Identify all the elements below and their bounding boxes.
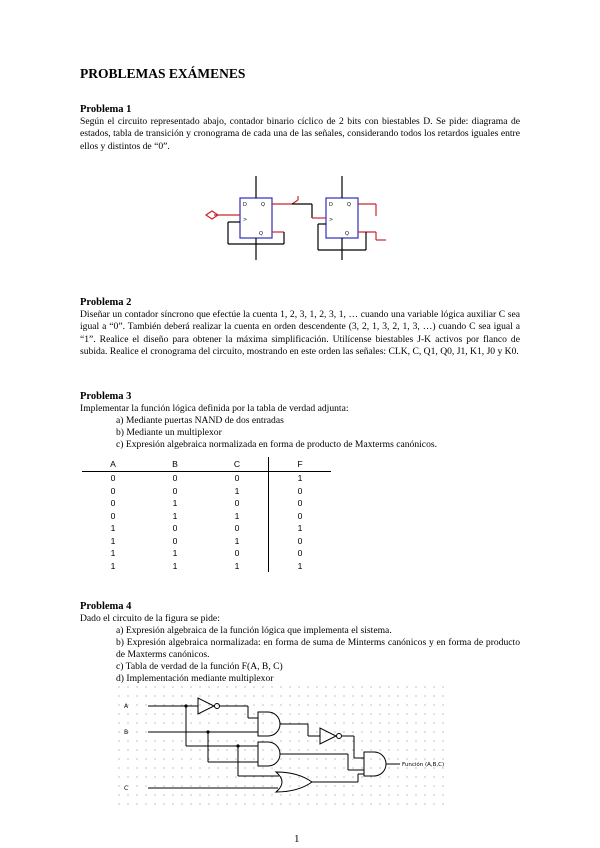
problem-2-title: Problema 2 — [80, 297, 132, 308]
header-b: B — [144, 457, 206, 472]
header-c: C — [206, 457, 269, 472]
table-row — [82, 522, 331, 535]
circuit-output-label: Función (A,B,C) — [402, 762, 445, 768]
svg-text:Q: Q — [347, 202, 351, 208]
table-cell: 0 — [234, 523, 240, 534]
table-cell: 0 — [110, 485, 116, 496]
table-cell: 0 — [269, 547, 332, 560]
table-row — [82, 510, 331, 523]
svg-text:>: > — [243, 217, 248, 223]
header-a: A — [82, 457, 144, 472]
table-cell: 0 — [110, 473, 116, 484]
problem-3-title: Problema 3 — [80, 391, 132, 402]
table-cell: 1 — [110, 560, 116, 571]
table-cell: 0 — [172, 485, 178, 496]
svg-text:Q: Q — [345, 231, 349, 237]
logic-circuit-diagram — [118, 686, 448, 808]
problem-3-item-b: b) Mediante un multiplexor — [116, 427, 222, 438]
table-cell: 0 — [172, 473, 178, 484]
truth-table-header — [82, 457, 331, 472]
svg-text:>: > — [329, 217, 334, 223]
problem-3-item-a: a) Mediante puertas NAND de dos entradas — [116, 415, 284, 426]
table-cell: 0 — [172, 523, 178, 534]
page-number: 1 — [294, 833, 300, 845]
circuit-label-a: A — [124, 703, 129, 710]
problem-4-intro: Dado el circuito de la figura se pide: — [80, 613, 220, 624]
table-cell: 1 — [234, 535, 240, 546]
table-cell: 1 — [234, 485, 240, 496]
table-cell: 1 — [234, 560, 240, 571]
problem-4-title: Problema 4 — [80, 601, 132, 612]
table-cell: 0 — [172, 535, 178, 546]
table-cell: 1 — [110, 523, 116, 534]
table-cell: 0 — [234, 498, 240, 509]
table-row — [82, 560, 331, 573]
table-cell: 0 — [234, 473, 240, 484]
table-cell: 0 — [269, 497, 332, 510]
table-cell: 0 — [110, 498, 116, 509]
table-cell: 1 — [234, 510, 240, 521]
table-cell: 1 — [269, 522, 332, 535]
problem-4-item-b: b) Expresión algebraica normalizada: en forma de suma de Minterms canónicos y en forma de producto de Maxterms canónicos. — [116, 637, 520, 661]
table-row — [82, 472, 331, 485]
problem-2-text: Diseñar un contador síncrono que efectúe la cuenta 1, 2, 3, 1, 2, 3, 1, … cuando una variable lógica auxiliar C sea igual a “0”. También deberá realizar la cuenta en orden descendente (3, 2, 1, 3, 2, 1, 3, …) cuando C sea igual a “1”. Realice el diseño para obtener la máxima simplificación. Utilícense biestables J-K activos por flanco de subida. Realice el cronograma del circuito, mostrando en este orden las señales: CLK, C, Q1, Q0, J1, K1, J0 y K0. — [80, 309, 520, 358]
table-cell: 0 — [269, 510, 332, 523]
problem-1-title: Problema 1 — [80, 104, 132, 115]
header-f: F — [269, 457, 332, 472]
svg-text:Q: Q — [259, 231, 263, 237]
problem-4-item-d: d) Implementación mediante multiplexor — [116, 673, 274, 684]
problem-3-item-c: c) Expresión algebraica normalizada en forma de producto de Maxterms canónicos. — [116, 439, 437, 450]
table-row — [82, 535, 331, 548]
table-cell: 1 — [269, 560, 332, 573]
table-cell: 1 — [172, 560, 178, 571]
table-row — [82, 485, 331, 498]
table-cell: 0 — [110, 510, 116, 521]
problem-1-text: Según el circuito representado abajo, contador binario cíclico de 2 bits con biestables D. Se pide: diagrama de estados, tabla de transición y cronograma de cada una de las señales, considerando todos los retardos iguales entre ellos y distintos de “0”. — [80, 116, 520, 152]
table-cell: 1 — [269, 472, 332, 485]
truth-table — [82, 457, 331, 572]
table-cell: 1 — [172, 498, 178, 509]
page-title: PROBLEMAS EXÁMENES — [80, 66, 246, 81]
problem-3-intro: Implementar la función lógica definida por la tabla de verdad adjunta: — [80, 403, 349, 414]
circuit-label-c: C — [124, 785, 129, 792]
table-cell: 1 — [110, 535, 116, 546]
svg-text:D: D — [243, 202, 247, 208]
table-cell: 1 — [110, 548, 116, 559]
svg-text:Q: Q — [261, 202, 265, 208]
counter-circuit-diagram — [200, 162, 400, 274]
problem-4-item-c: c) Tabla de verdad de la función F(A, B, C) — [116, 661, 283, 672]
table-row — [82, 547, 331, 560]
table-cell: 1 — [172, 510, 178, 521]
table-cell: 0 — [269, 535, 332, 548]
svg-text:D: D — [329, 202, 333, 208]
table-cell: 1 — [172, 548, 178, 559]
table-row — [82, 497, 331, 510]
table-cell: 0 — [234, 548, 240, 559]
circuit-label-b: B — [124, 729, 129, 736]
table-cell: 0 — [269, 485, 332, 498]
problem-4-item-a: a) Expresión algebraica de la función lógica que implementa el sistema. — [116, 625, 392, 636]
